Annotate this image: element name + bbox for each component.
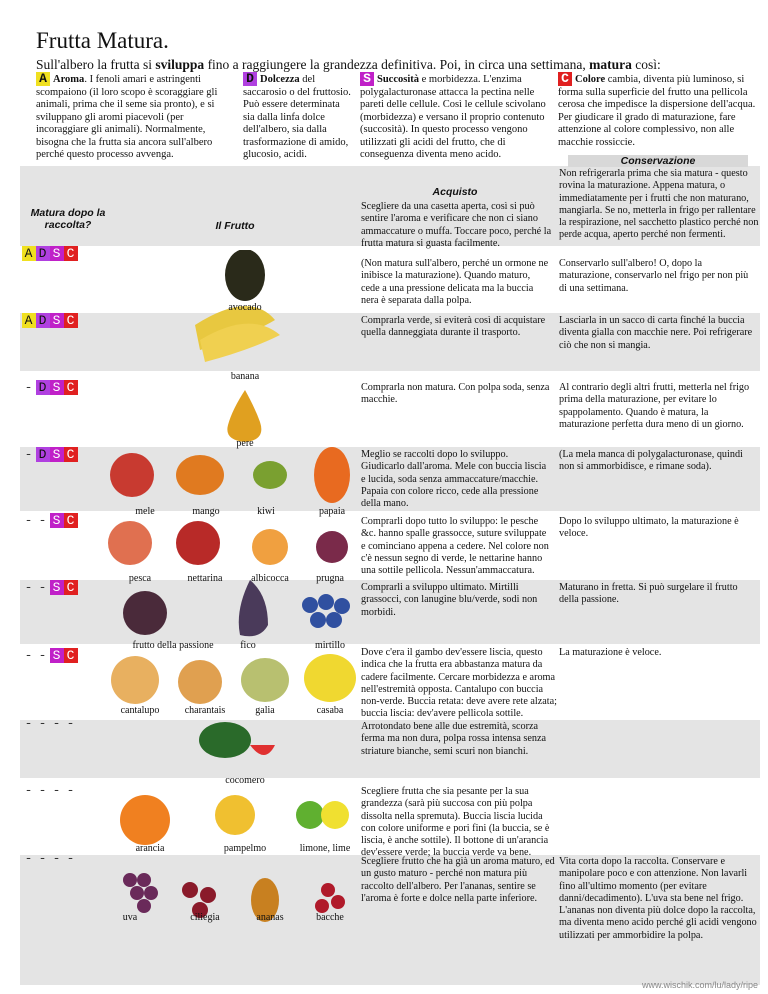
label-nettarina: nettarina (187, 573, 223, 584)
acq-passione: Comprarli a sviluppo ultimato. Mirtilli grassocci, con lanugine blu/verde, sodi non morbidi. (361, 582, 538, 618)
ripening-code: S (50, 513, 64, 528)
legend-aroma: A Aroma. I fenoli amari e astringenti scompaiono (il loro scopo è scoraggiare gli animali, prima che il seme sia pronto), e si sviluppano gli aromi piacevoli (per incoraggiare gli animali). Normalmente, bisogna che la frutta sia ancora sull'albero perché questo processo avvenga. (36, 71, 218, 160)
label-cocomero: cocomero (225, 775, 265, 786)
label-galia: galia (255, 705, 275, 716)
ripening-codes-row-5 (22, 580, 78, 595)
label-casaba: casaba (316, 705, 344, 716)
cons-pere: Al contrario degli altri frutti, metterla nel frigo prima della maturazione, per evitare lo spappolamento. Quando è matura, la maturazione perfetta dura meno di un giorno. (559, 382, 750, 430)
cons-mele: (La mela manca di polygalacturonase, quindi non si ammorbidisce, e rimane soda). (559, 449, 743, 473)
label-avocado: avocado (228, 302, 262, 313)
acq-avocado: (Non matura sull'albero, perché un ormone ne inibisce la maturazione). Quando maturo, cede a una pressione delicata ma la buccia nera è separata dalla polpa. (361, 258, 549, 306)
conservazione-intro: Non refrigerarla prima che sia matura - questo rovina la maturazione. Appena matura, o immediatamente per i frutti che non maturano, mangiarla. Se no, metterla in frigo per rallentare la respirazione, nel sacchetto plastico perché non perde acqua, aperto perché non fermenti. (559, 168, 759, 241)
letter-a-badge: A (36, 72, 50, 86)
ripening-codes-row-3 (22, 447, 78, 462)
acquisto-intro: Scegliere da una casetta aperta, così si può sentire l'aroma e verificare che non ci siano ammaccature o muffa. Toccare poco, perché la frutta matura si guasta facilmente. (361, 201, 552, 249)
pear-icon (227, 390, 261, 442)
lemon-icon (321, 801, 349, 829)
source-url: www.wischik.com/lu/lady/ripe (641, 980, 758, 990)
ripening-codes-row-4 (22, 513, 78, 528)
cons-avocado: Conservarlo sull'albero! O, dopo la maturazione, conservarlo nel frigo per non più di una settimana. (559, 258, 749, 294)
kiwi-icon (253, 461, 287, 489)
ripening-code: S (50, 313, 64, 328)
label-pesca: pesca (128, 573, 152, 584)
label-mele: mele (135, 506, 155, 517)
label-cantalupo: cantalupo (120, 705, 160, 716)
ripening-code: - (38, 580, 48, 595)
acq-banana: Comprarla verde, si eviterà così di acquistare quella danneggiata durante il trasporto. (361, 315, 546, 339)
ripening-code: - (66, 716, 76, 731)
header-frutto: Il Frutto (215, 220, 255, 232)
cons-uva: Vita corta dopo la raccolta. Conservare e manipolare poco e con attenzione. Non lavarli fino all'ultimo momento (per evitare danni/decadimento). L'uva sta bene nel frigo. L'ananas non diventa più dolce dopo la raccolta, ma diventa meno acido perché gli acidi vengono utilizzati per ammorbidire la polpa. (559, 856, 757, 941)
label-kiwi: kiwi (257, 506, 275, 517)
page-title: Frutta Matura. (36, 28, 169, 53)
ripening-code: A (22, 246, 36, 261)
ripening-code: C (64, 246, 78, 261)
ripening-code: - (24, 648, 34, 663)
acq-mele: Meglio se raccolti dopo lo sviluppo. Giudicarlo dall'aroma. Mele con buccia liscia e lucida, soda senza ammaccature/macchie. Papaia con colore ricco, cede alla pressione della mano. (361, 449, 547, 510)
casaba-icon (304, 654, 356, 702)
ripening-code: D (36, 447, 50, 462)
ripening-code: - (38, 648, 48, 663)
label-bacche: bacche (316, 912, 344, 923)
legend-colore: C Colore cambia, diventa più luminoso, si forma sulla superficie del frutto una pellicola cerosa che impedisce la dispersione dell'acqua. Per giudicare il grado di maturazione, fare attenzione al colore complessivo, non alle macchie rossiccie. (558, 71, 756, 148)
ripening-code: D (36, 246, 50, 261)
ripening-code: A (22, 313, 36, 328)
ripening-code: - (38, 851, 48, 866)
ripening-code: C (64, 313, 78, 328)
galia-icon (241, 658, 289, 702)
ripening-code: - (66, 851, 76, 866)
ripening-code: C (64, 513, 78, 528)
ripening-codes-row-7 (22, 716, 78, 731)
ripening-code: - (24, 580, 34, 595)
avocado-icon (225, 250, 265, 301)
passion-fruit-icon (123, 591, 167, 635)
header-acquisto: Acquisto (432, 186, 478, 198)
grape-icon (123, 873, 158, 913)
orange-icon (120, 795, 170, 845)
label-mirtillo: mirtillo (315, 640, 345, 651)
acq-uva: Scegliere frutto che ha già un aroma maturo, ed un gusto maturo - perché non matura più raccolto dell'albero. Per l'ananas, sentire se l'aroma è forte e dolce nella parte inferiore. (361, 856, 555, 904)
ripening-code: S (50, 648, 64, 663)
ripening-code: D (36, 313, 50, 328)
acq-pere: Comprarla non matura. Con polpa soda, senza macchie. (361, 382, 550, 406)
label-fico: fico (240, 640, 256, 651)
label-banana: banana (230, 371, 260, 382)
ripening-codes-row-8 (22, 783, 78, 798)
ripening-code: D (36, 380, 50, 395)
ripening-code: - (38, 783, 48, 798)
grapefruit-icon (215, 795, 255, 835)
acq-agrumi: Scegliere frutta che sia pesante per la sua grandezza (sarà più succosa con più polpa dissolta nella spremuta). Buccia liscia lucida con colore uniforme e pori fini (la buccia, se è liscia, è anche sottile). Il bottone di un'arancia dev'essere verde; la buccia verde va bene. (361, 786, 550, 859)
label-ananas: ananas (256, 912, 284, 923)
ripening-code: - (24, 380, 34, 395)
letter-s-badge: S (360, 72, 374, 86)
apricot-icon (252, 529, 288, 565)
fig-icon (239, 580, 268, 636)
ripening-code: C (64, 380, 78, 395)
watermelon-icon (199, 722, 251, 758)
lime-icon (296, 801, 324, 829)
acq-melone: Dove c'era il gambo dev'essere liscia, questo indica che la frutta era abbastanza matura da cadere facilmente. Cercare morbidezza e aroma nell'estremità opposta. Cantalupo con buccia non-verde. Buccia retata: deve avere rete alzata; buccia liscia: dev'avere pellicola sottile. (361, 647, 557, 720)
label-arancia: arancia (135, 843, 165, 854)
acq-pesca: Comprarli dopo tutto lo sviluppo: le pesche &c. hanno spalle grassocce, suture sviluppate e cominciano appena a cedere. Nel colore non c'è nessun segno di verde, le nettarine hanno una sottile pellicola. Nessun'ammaccatura. (361, 516, 549, 577)
ripening-codes-row-6 (22, 648, 78, 663)
charantais-icon (178, 660, 222, 704)
ripening-code: - (24, 851, 34, 866)
apple-icon (110, 453, 154, 497)
legend-succosita: S Succosità e morbidezza. L'enzima polygalacturonase attacca la pectina nelle pareti delle cellule. Così le cellule scivolano (morbidezza) e versano il proprio contenuto (succosità). In questo processo vengono utilizzati gli acidi del frutto, che di conseguenza diventa meno acido. (360, 71, 546, 160)
ripening-code: S (50, 447, 64, 462)
cons-banana: Lasciarla in un sacco di carta finché la buccia diventa gialla con macchie nere. Poi refrigerare ciò che non si mangia. (559, 315, 753, 351)
ripening-code: S (50, 380, 64, 395)
label-ciliegia: ciliegia (190, 912, 220, 923)
cantaloupe-icon (111, 656, 159, 704)
label-papaia: papaia (318, 506, 346, 517)
label-prugna: prugna (316, 573, 344, 584)
ripening-code: - (38, 716, 48, 731)
letter-c-badge: C (558, 72, 572, 86)
blueberry-icon (302, 594, 350, 628)
peach-icon (108, 521, 152, 565)
label-uva: uva (122, 912, 138, 923)
header-matura: Matura dopo la raccolta? (30, 207, 106, 231)
ripening-codes-row-0 (22, 246, 78, 261)
ripening-code: S (50, 580, 64, 595)
ripening-code: - (38, 513, 48, 528)
ripening-code: - (52, 783, 62, 798)
label-limone-lime: limone, lime (299, 843, 351, 854)
mango-icon (176, 455, 224, 495)
cons-pesca: Dopo lo sviluppo ultimato, la maturazione è veloce. (559, 516, 739, 540)
legend-dolcezza: D Dolcezza del saccarosio o del fruttosio. Può essere determinata sia dalla linfa dolce dell'albero, sia dalla trasformazione di amido, glucosio, acidi. (243, 71, 351, 160)
papaya-icon (314, 447, 350, 503)
nectarine-icon (176, 521, 220, 565)
label-frutto-della-passione: frutto della passione (132, 640, 214, 651)
ripening-code: - (24, 716, 34, 731)
plum-icon (316, 531, 348, 563)
ripening-codes-row-1 (22, 313, 78, 328)
acq-cocomero: Arrotondato bene alle due estremità, scorza ferma ma non dura, polpa rossa intensa senza striature bianche, semi scuri non bianchi. (361, 721, 547, 757)
label-pere: pere (236, 438, 254, 449)
ripening-code: - (24, 447, 34, 462)
ripening-code: - (24, 783, 34, 798)
ripening-codes-row-9 (22, 851, 78, 866)
ripening-code: C (64, 447, 78, 462)
ripening-code: - (24, 513, 34, 528)
ripening-code: S (50, 246, 64, 261)
cons-melone: La maturazione è veloce. (559, 647, 662, 658)
berries-icon (315, 883, 345, 913)
intro-text: Sull'albero la frutta si sviluppa fino a raggiungere la grandezza definitiva. Poi, in circa una settimana, matura così: (36, 57, 661, 72)
ripening-code: C (64, 580, 78, 595)
label-pampelmo: pampelmo (223, 843, 267, 854)
ripening-code: - (52, 716, 62, 731)
label-albicocca: albicocca (251, 573, 289, 584)
label-charantais: charantais (184, 705, 226, 716)
letter-d-badge: D (243, 72, 257, 86)
header-conservazione: Conservazione (568, 155, 748, 167)
ripening-code: C (64, 648, 78, 663)
ripening-code: - (66, 783, 76, 798)
ripening-codes-row-2 (22, 380, 78, 395)
label-mango: mango (192, 506, 220, 517)
cons-passione: Maturano in fretta. Si può surgelare il frutto della passione. (559, 582, 738, 606)
ripening-code: - (52, 851, 62, 866)
